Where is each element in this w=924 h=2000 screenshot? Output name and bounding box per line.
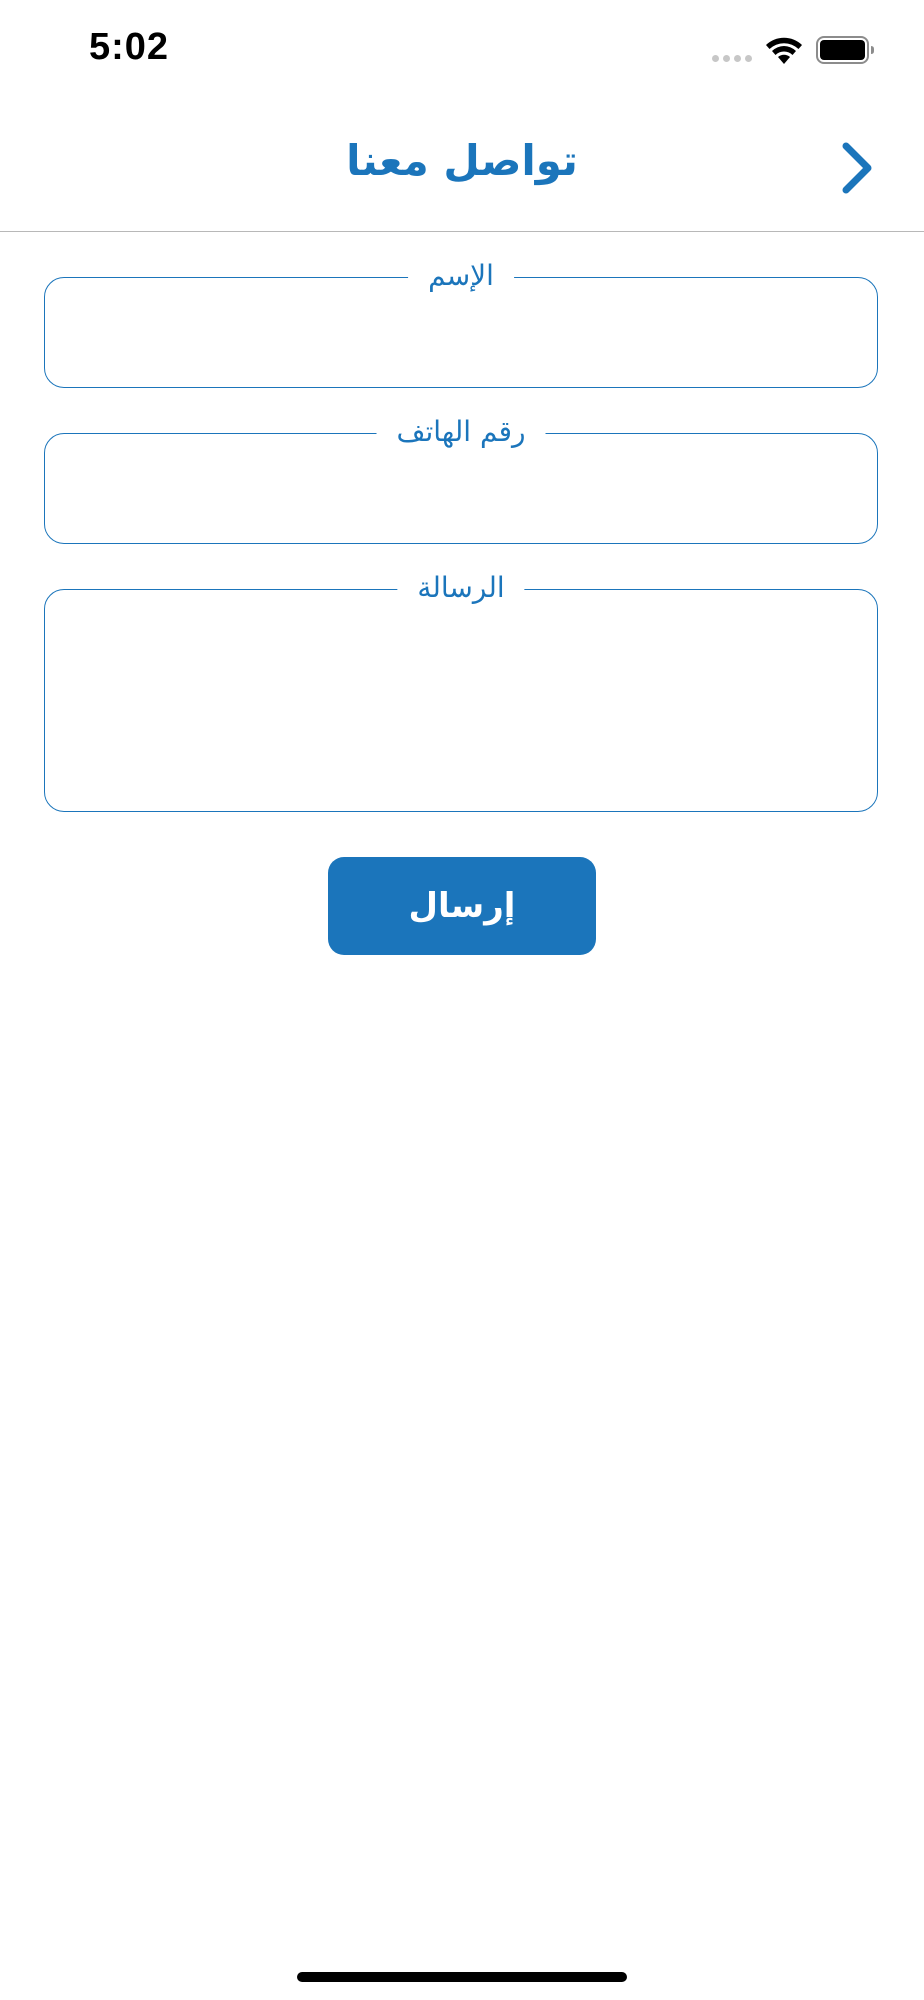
page-title: تواصل معنا [346,136,578,185]
battery-icon [816,35,876,65]
wifi-icon [764,34,804,66]
submit-button[interactable]: إرسال [328,857,596,955]
status-bar [0,0,924,100]
phone-field-label: رقم الهاتف [377,412,546,452]
name-field-label: الإسم [408,256,514,296]
signal-icon [712,55,752,62]
back-button[interactable] [834,138,884,198]
name-input[interactable] [45,278,877,387]
phone-input[interactable] [45,434,877,543]
phone-field[interactable] [44,415,878,544]
message-field[interactable] [44,571,878,812]
name-field[interactable] [44,259,878,388]
message-textarea[interactable] [45,590,877,811]
chevron-right-icon [834,138,884,198]
status-time: 5:02 [89,26,170,68]
message-field-label: الرسالة [397,568,524,608]
nav-bar [0,100,924,232]
home-indicator[interactable] [297,1972,627,1982]
